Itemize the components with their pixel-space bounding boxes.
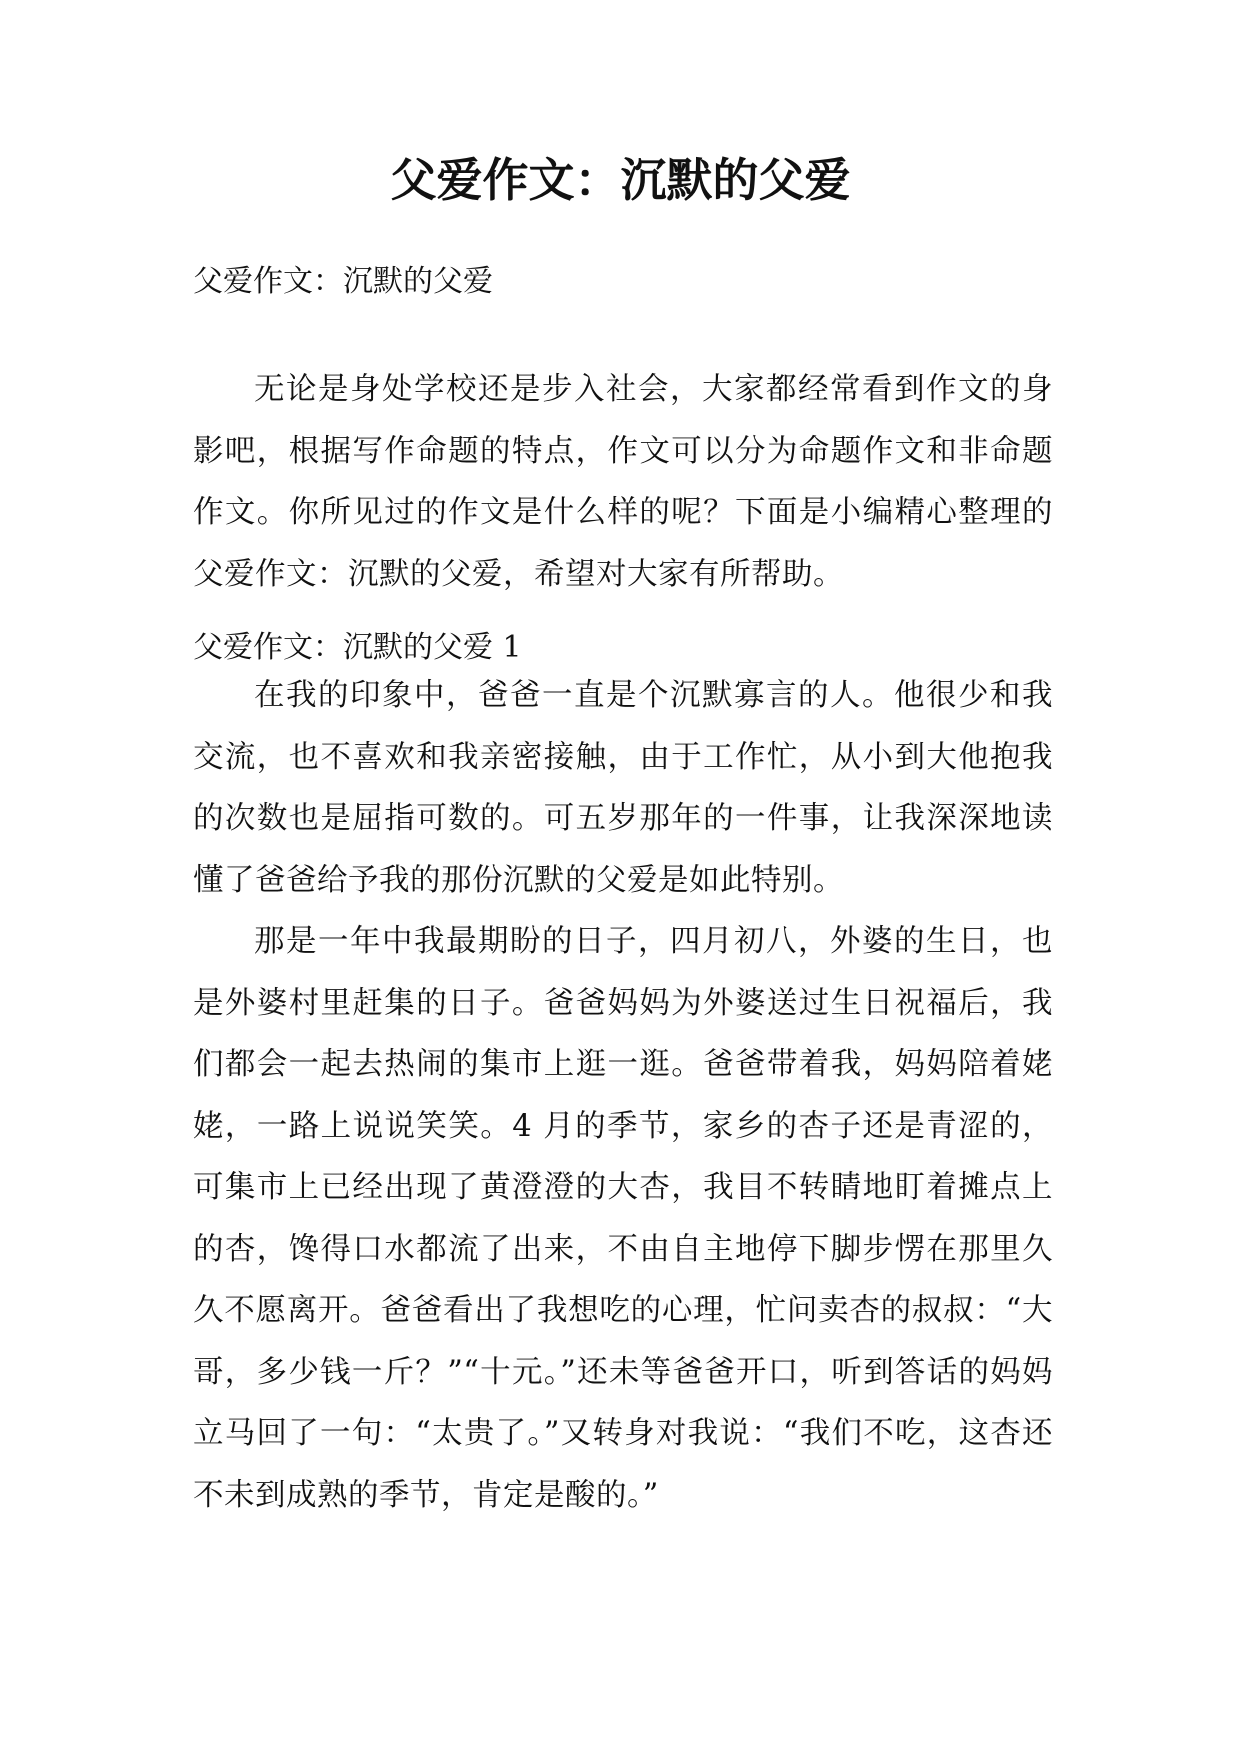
document-title: 父爱作文：沉默的父爱 <box>390 153 851 207</box>
body-paragraph-1: 在我的印象中，爸爸一直是个沉默寡言的人。他很少和我交流，也不喜欢和我亲密接触，由于工作忙，从小到大他抱我的次数也是屈指可数的。可五岁那年的一件事，让我深深地读懂了爸爸给予我的那份沉默的父爱是如此特别。 <box>193 678 1053 898</box>
section-heading: 父爱作文：沉默的父爱 1 <box>193 630 522 665</box>
document-subtitle: 父爱作文：沉默的父爱 <box>193 264 493 299</box>
intro-paragraph: 无论是身处学校还是步入社会，大家都经常看到作文的身影吧，根据写作命题的特点，作文可以分为命题作文和非命题作文。你所见过的作文是什么样的呢？下面是小编精心整理的父爱作文：沉默的父爱，希望对大家有所帮助。 <box>193 372 1053 592</box>
body-paragraph-2: 那是一年中我最期盼的日子，四月初八，外婆的生日，也是外婆村里赶集的日子。爸爸妈妈为外婆送过生日祝福后，我们都会一起去热闹的集市上逛一逛。爸爸带着我，妈妈陪着姥姥，一路上说说笑笑。4 月的季节，家乡的杏子还是青涩的，可集市上已经出现了黄澄澄的大杏，我目不转睛地盯着摊点上的杏，馋得口水都流了出来，不由自主地停下脚步愣在那里久久不愿离开。爸爸看出了我想吃的心理，忙问卖杏的叔叔：“大哥，多少钱一斤？”“十元。”还未等爸爸开口，听到答话的妈妈立马回了一句：“太贵了。”又转身对我说：“我们不吃，这杏还不未到成熟的季节，肯定是酸的。” <box>193 924 1053 1513</box>
